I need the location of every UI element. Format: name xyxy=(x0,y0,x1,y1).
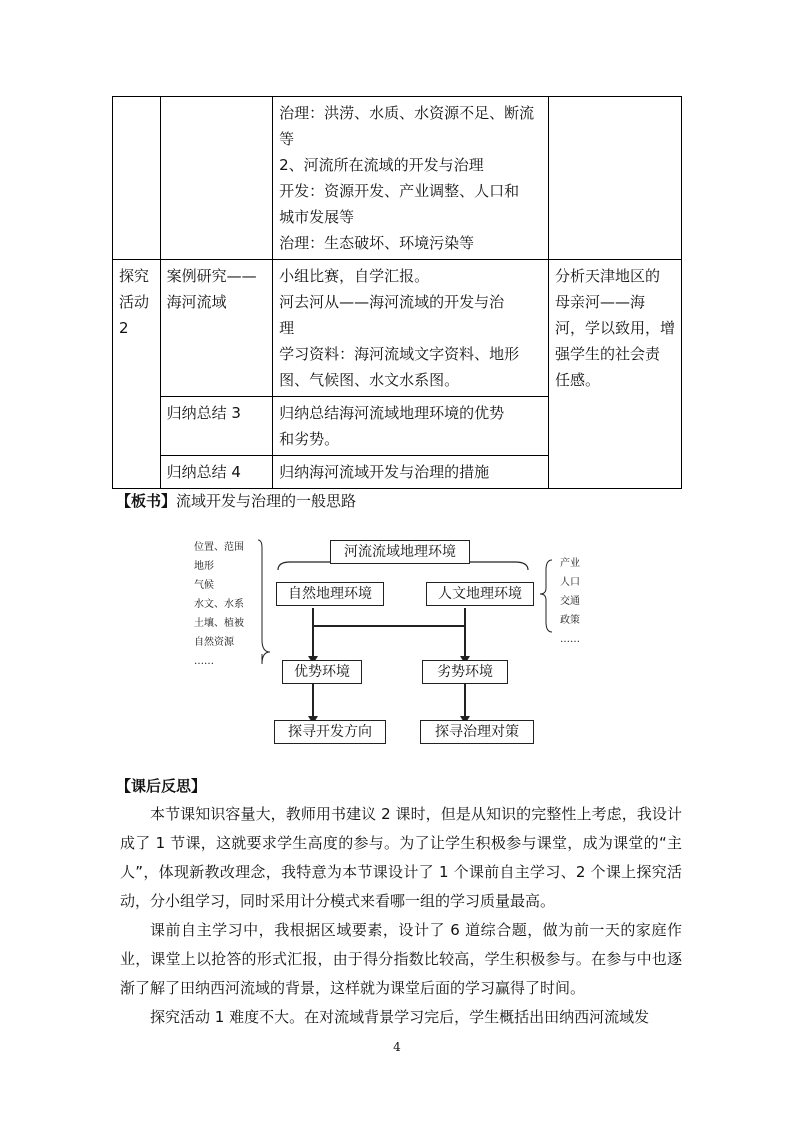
flow-diagram xyxy=(190,530,600,750)
cell-text: 2 xyxy=(119,319,129,337)
cell-text: 归纳总结 4 xyxy=(166,463,241,481)
list-item: 政策 xyxy=(560,615,580,626)
explore-gov-box: 探寻治理对策 xyxy=(420,720,534,744)
reflection-heading: 【课后反思】 xyxy=(116,777,207,795)
board-title: 流域开发与治理的一般思路 xyxy=(176,492,357,510)
human-factors-list xyxy=(560,554,580,649)
cell-text: 分析天津地区的 xyxy=(554,267,660,285)
table-cell xyxy=(113,97,161,260)
table-cell xyxy=(113,260,161,489)
lesson-plan-table xyxy=(112,96,682,489)
table-cell xyxy=(160,260,273,397)
cell-text: 河去河从——海河流域的开发与治 xyxy=(279,293,505,311)
cell-text: 城市发展等 xyxy=(279,208,355,226)
table-cell xyxy=(548,97,681,260)
advantage-box: 优势环境 xyxy=(282,660,362,684)
human-env-box: 人文地理环境 xyxy=(426,582,534,606)
paragraph: 本节课知识容量大，教师用书建议 2 课时，但是从知识的完整性上考虑，我设计成了 1 节课，这就要求学生高度的参与。为了让学生积极参与课堂，成为课堂的“主人”，体现新教改理念，我特意为本节课设计了 1 个课前自主学习、2 个课上探究活动，分小组学习，同时采用计分模式来看哪一组的学习质量最高。 xyxy=(120,805,682,910)
cell-text: 海河流域 xyxy=(166,293,227,311)
list-item: 产业 xyxy=(560,558,580,569)
list-item: 自然资源 xyxy=(194,637,234,648)
cell-text: 理 xyxy=(279,319,295,337)
cell-text: 开发：资源开发、产业调整、人口和 xyxy=(279,182,520,200)
cell-text: 强学生的社会责 xyxy=(554,345,660,363)
list-item: 水文、水系 xyxy=(194,599,244,610)
cell-text: 归纳总结海河流域地理环境的优势 xyxy=(279,404,505,422)
cell-text: 探究 xyxy=(119,267,150,285)
table-cell xyxy=(548,260,681,489)
table-cell xyxy=(160,97,273,260)
cell-text: 治理：生态破坏、环境污染等 xyxy=(279,234,475,252)
list-item: 气候 xyxy=(194,580,214,591)
cell-text: 等 xyxy=(279,130,295,148)
list-item: 地形 xyxy=(194,561,214,572)
cell-text: 任感。 xyxy=(554,371,600,389)
list-item: 位置、范围 xyxy=(194,542,244,553)
board-heading xyxy=(116,490,356,511)
list-item: 交通 xyxy=(560,596,580,607)
list-item: 人口 xyxy=(560,577,580,588)
reflection-body xyxy=(120,800,682,1032)
cell-text: 治理：洪涝、水质、水资源不足、断流 xyxy=(279,104,535,122)
cell-text: 母亲河——海 xyxy=(554,293,645,311)
cell-text: 小组比赛，自学汇报。 xyxy=(279,267,430,285)
cell-text: 归纳总结 3 xyxy=(166,404,241,422)
list-item: …… xyxy=(560,634,580,645)
paragraph: 课前自主学习中，我根据区域要素，设计了 6 道综合题，做为前一天的家庭作业，课堂上以抢答的形式汇报，由于得分指数比较高，学生积极参与。在参与中也逐渐了解了田纳西河流域的背景，这样就为课堂后面的学习赢得了时间。 xyxy=(120,921,682,997)
top-box: 河流流域地理环境 xyxy=(330,540,470,564)
table-row xyxy=(113,260,682,397)
table-cell xyxy=(273,397,549,456)
list-item: …… xyxy=(194,656,214,667)
explore-dev-box: 探寻开发方向 xyxy=(274,720,386,744)
right-bracket xyxy=(540,560,552,632)
paragraph: 探究活动 1 难度不大。在对流域背景学习完后，学生概括出田纳西河流域发 xyxy=(150,1008,650,1026)
cell-text: 和劣势。 xyxy=(279,430,340,448)
cell-text: 学习资料：海河流域文字资料、地形 xyxy=(279,345,520,363)
cell-text: 活动 xyxy=(119,293,150,311)
table-row xyxy=(113,97,682,260)
cell-text: 图、气候图、水文水系图。 xyxy=(279,371,460,389)
table-cell xyxy=(160,456,273,489)
natural-factors-list xyxy=(194,538,244,671)
list-item: 土壤、植被 xyxy=(194,618,244,629)
cell-text: 2、河流所在流域的开发与治理 xyxy=(279,156,484,174)
cell-text: 归纳海河流域开发与治理的措施 xyxy=(279,463,490,481)
page-number: 4 xyxy=(393,1040,401,1054)
cell-text: 案例研究—— xyxy=(166,267,257,285)
cell-text: 河，学以致用，增 xyxy=(554,319,675,337)
natural-env-box: 自然地理环境 xyxy=(276,582,384,606)
table-cell xyxy=(160,397,273,456)
left-bracket xyxy=(258,540,270,664)
disadvantage-box: 劣势环境 xyxy=(422,660,508,684)
table-cell xyxy=(273,260,549,397)
board-tag: 【板书】 xyxy=(116,492,177,510)
table-cell xyxy=(273,456,549,489)
table-cell xyxy=(273,97,549,260)
